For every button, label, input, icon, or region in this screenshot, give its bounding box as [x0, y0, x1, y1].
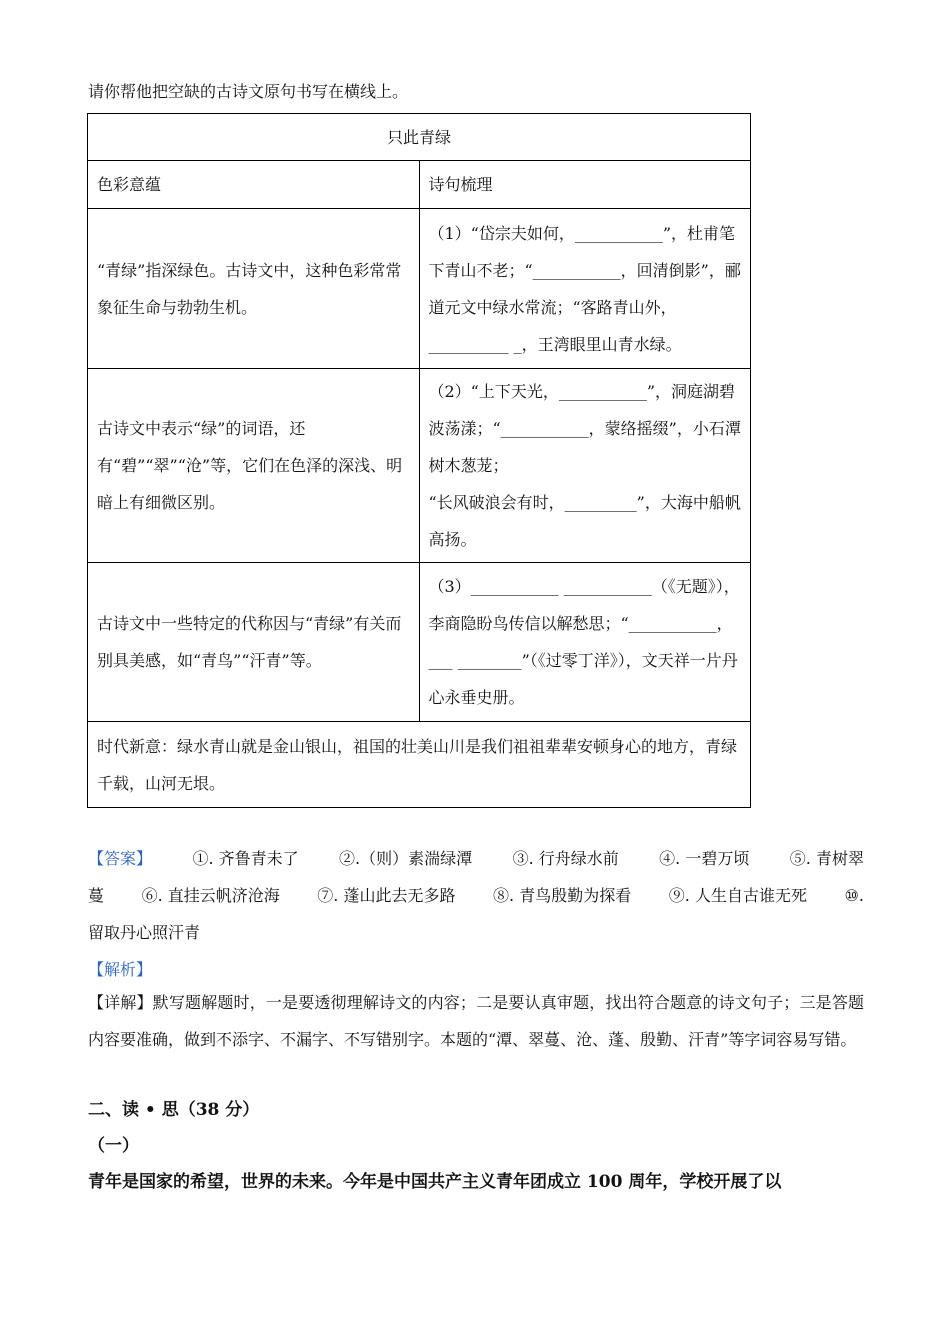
answer-item: ⑦. 蓬山此去无多路	[317, 886, 456, 905]
answer-item: ①. 齐鲁青未了	[192, 849, 299, 868]
row-1-right: （1）“岱宗夫如何，___________”，杜甫笔下青山不老；“___________，回清倒影”，郦道元文中绿水常流；“客路青山外，__________ _，王湾眼里山青水绿。	[419, 209, 751, 369]
sub-title: （一）	[88, 1136, 139, 1156]
answer-item: ⑧. 青鸟殷勤为探看	[493, 886, 632, 905]
analysis-tag: 【解析】	[88, 960, 153, 979]
row-1-left: “青绿”指深绿色。古诗文中，这种色彩常常象征生命与勃勃生机。	[88, 209, 420, 369]
answer-line-2	[88, 877, 864, 914]
answer-item: ⑤. 青树翠	[789, 849, 864, 868]
answer-item: ③. 行舟绿水前	[512, 849, 619, 868]
answer-item: ②.（则）素湍绿潭	[339, 849, 473, 868]
intro-text: 请你帮他把空缺的古诗文原句书写在横线上。	[88, 82, 409, 101]
header-left: 色彩意蕴	[88, 161, 420, 209]
answer-item: ④. 一碧万顷	[659, 849, 750, 868]
answer-item: 蔓	[88, 886, 105, 905]
answer-item: ⑨. 人生自古谁无死	[668, 886, 807, 905]
row-3-right: （3）___________ ___________（《无题》），李商隐盼鸟传信以解愁思；“___________，___ ________”（《过零丁洋》），文天祥一片丹心永垂史册。	[419, 563, 751, 722]
row-2-left: 古诗文中表示“绿”的词语，还有“碧”“翠”“沧”等，它们在色泽的深浅、明暗上有细微区别。	[88, 369, 420, 563]
answer-block	[88, 840, 864, 988]
answer-item: ⑩.	[844, 886, 864, 905]
row-3-left: 古诗文中一些特定的代称因与“青绿”有关而别具美感，如“青鸟”“汗青”等。	[88, 563, 420, 722]
answer-line-3: 留取丹心照汗青	[88, 923, 201, 942]
poem-table	[87, 113, 751, 808]
table-footer: 时代新意：绿水青山就是金山银山，祖国的壮美山川是我们祖祖辈辈安顿身心的地方，青绿千载，山河无垠。	[88, 722, 751, 808]
section-title: 二、读 • 思（38 分）	[88, 1100, 260, 1120]
answer-tag: 【答案】	[88, 849, 153, 868]
row-2-right: （2）“上下天光，___________”，洞庭湖碧波荡漾；“___________，蒙络摇缀”，小石潭树木葱茏； “长风破浪会有时，_________”，大海中船帆高扬。	[419, 369, 751, 563]
answer-item: ⑥. 直挂云帆济沧海	[141, 886, 280, 905]
table-title: 只此青绿	[88, 114, 751, 161]
bold-paragraph: 青年是国家的希望，世界的未来。今年是中国共产主义青年团成立 100 周年，学校开展了以	[88, 1172, 782, 1192]
answer-line-1	[88, 840, 864, 877]
detail-paragraph: 【详解】默写题解题时，一是要透彻理解诗文的内容；二是要认真审题，找出符合题意的诗文句子；三是答题内容要准确，做到不添字、不漏字、不写错别字。本题的“潭、翠蔓、沧、蓬、殷勤、汗青”等字词容易写错。	[88, 993, 864, 1049]
header-right: 诗句梳理	[419, 161, 751, 209]
